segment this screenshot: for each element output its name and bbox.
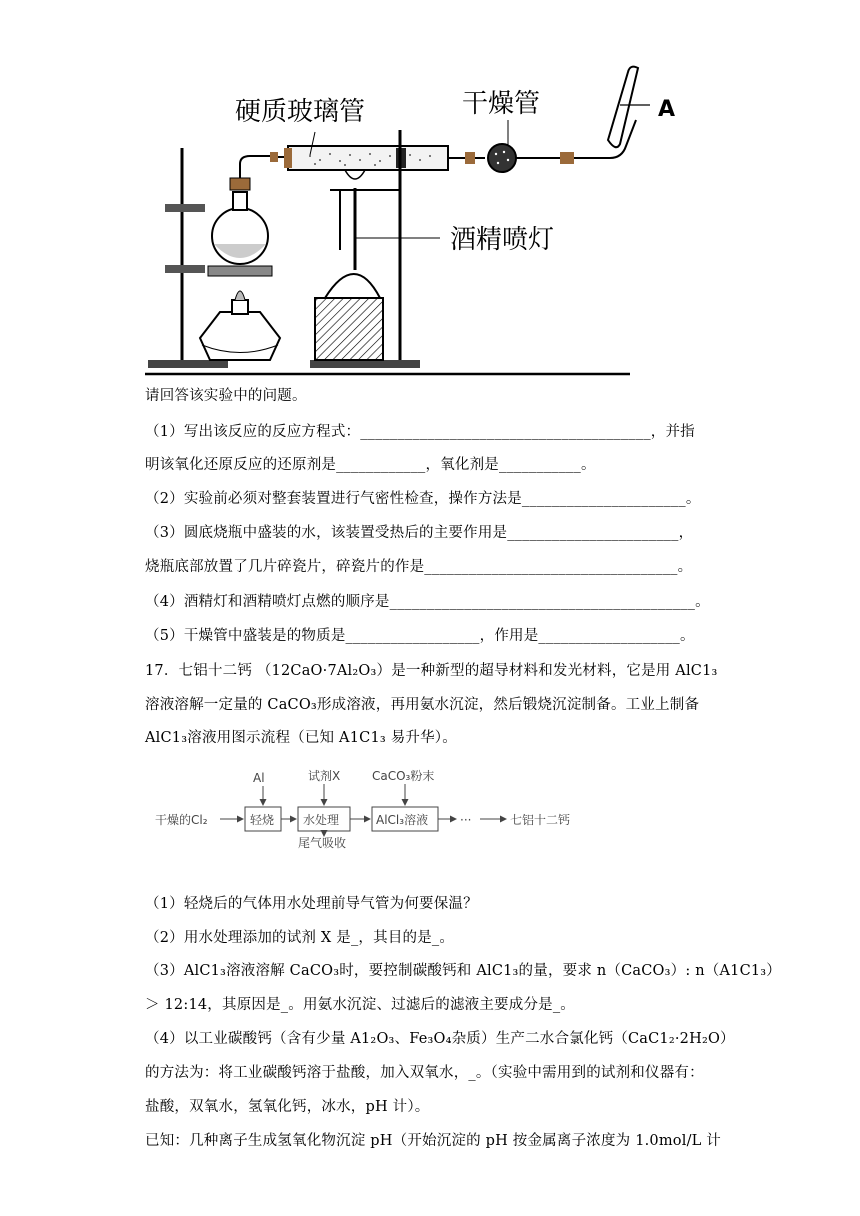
apparatus-figure: [140, 60, 676, 380]
text-line: 盐酸，双氧水，氢氧化钙，冰水，pH 计）。: [145, 1099, 430, 1115]
text-line: 的方法为：将工业碳酸钙溶于盐酸，加入双氧水，_。（实验中需用到的试剂和仪器有：: [145, 1065, 704, 1081]
flow-box-alcl3: AlCl₃溶液: [376, 813, 429, 827]
text-line: 请回答该实验中的问题。: [145, 388, 307, 404]
text-line: （5）干燥管中盛装是的物质是__________________，作用是___________________。: [145, 628, 695, 644]
text-line: 烧瓶底部放置了几片碎瓷片，碎瓷片的作是__________________________________。: [145, 559, 693, 575]
round-bottom-flask: [208, 156, 275, 276]
label-drying-tube: 干燥管: [462, 89, 541, 119]
flow-input-al: Al: [253, 771, 265, 785]
text-line: ＞ 12:14，其原因是_。用氨水沉淀、过滤后的滤液主要成分是_。: [145, 997, 575, 1013]
text-line: （3）AlC1₃溶液溶解 CaCO₃时，要控制碳酸钙和 AlC1₃的量，要求 n（CaCO₃）: n（A1C1₃）: [145, 963, 782, 979]
flow-end: 七铝十二钙: [510, 813, 571, 827]
text-line: 明该氧化还原反应的还原剂是____________，氧化剂是___________。: [145, 457, 596, 473]
text-line: （2）实验前必须对整套装置进行气密性检查，操作方法是______________________。: [145, 491, 701, 507]
flow-input-x: 试剂X: [308, 769, 341, 783]
text-line: （4）酒精灯和酒精喷灯点燃的顺序是_________________________________________。: [145, 594, 710, 610]
text-line: （2）用水处理添加的试剂 X 是_，其目的是_。: [145, 930, 455, 946]
label-hard-glass-tube: 硬质玻璃管: [235, 97, 366, 127]
flow-tail-gas: 尾气吸收: [298, 836, 347, 850]
flow-box-calcine: 轻烧: [250, 813, 275, 827]
hard-glass-tube: [284, 146, 448, 170]
text-line: 已知：几种离子生成氢氧化物沉淀 pH（开始沉淀的 pH 按金属离子浓度为 1.0mol/L 计: [145, 1133, 721, 1149]
flow-box-water: 水处理: [303, 813, 340, 827]
label-a: A: [658, 97, 676, 122]
test-tube-a: [608, 67, 650, 148]
text-line: 溶液溶解一定量的 CaCO₃形成溶液，再用氨水沉淀，然后锻烧沉淀制备。工业上制备: [145, 697, 700, 713]
flow-dots: ···: [460, 813, 472, 827]
text-line: （1）轻烧后的气体用水处理前导气管为何要保温？: [145, 896, 478, 912]
text-line: 17．七铝十二钙 （12CaO·7Al₂O₃）是一种新型的超导材料和发光材料，它是用 AlC1₃: [145, 663, 718, 679]
flow-start: 干燥的Cl₂: [155, 813, 208, 827]
flow-input-caco3: CaCO₃粉末: [372, 769, 435, 783]
spirit-blowlamp: [315, 170, 383, 360]
process-flow-chart: [150, 762, 590, 852]
text-line: （3）圆底烧瓶中盛装的水，该装置受热后的主要作用是_______________________，: [145, 525, 694, 541]
text-line: AlC1₃溶液用图示流程（已知 A1C1₃ 易升华）。: [145, 730, 457, 746]
text-line: （1）写出该反应的反应方程式：_______________________________________，并指: [145, 424, 695, 440]
text-line: （4）以工业碳酸钙（含有少量 A1₂O₃、Fe₃O₄杂质）生产二水合氯化钙（CaC1₂·2H₂O）: [145, 1031, 735, 1047]
alcohol-lamp: [200, 291, 280, 360]
label-spirit-blowlamp: 酒精喷灯: [450, 225, 555, 255]
